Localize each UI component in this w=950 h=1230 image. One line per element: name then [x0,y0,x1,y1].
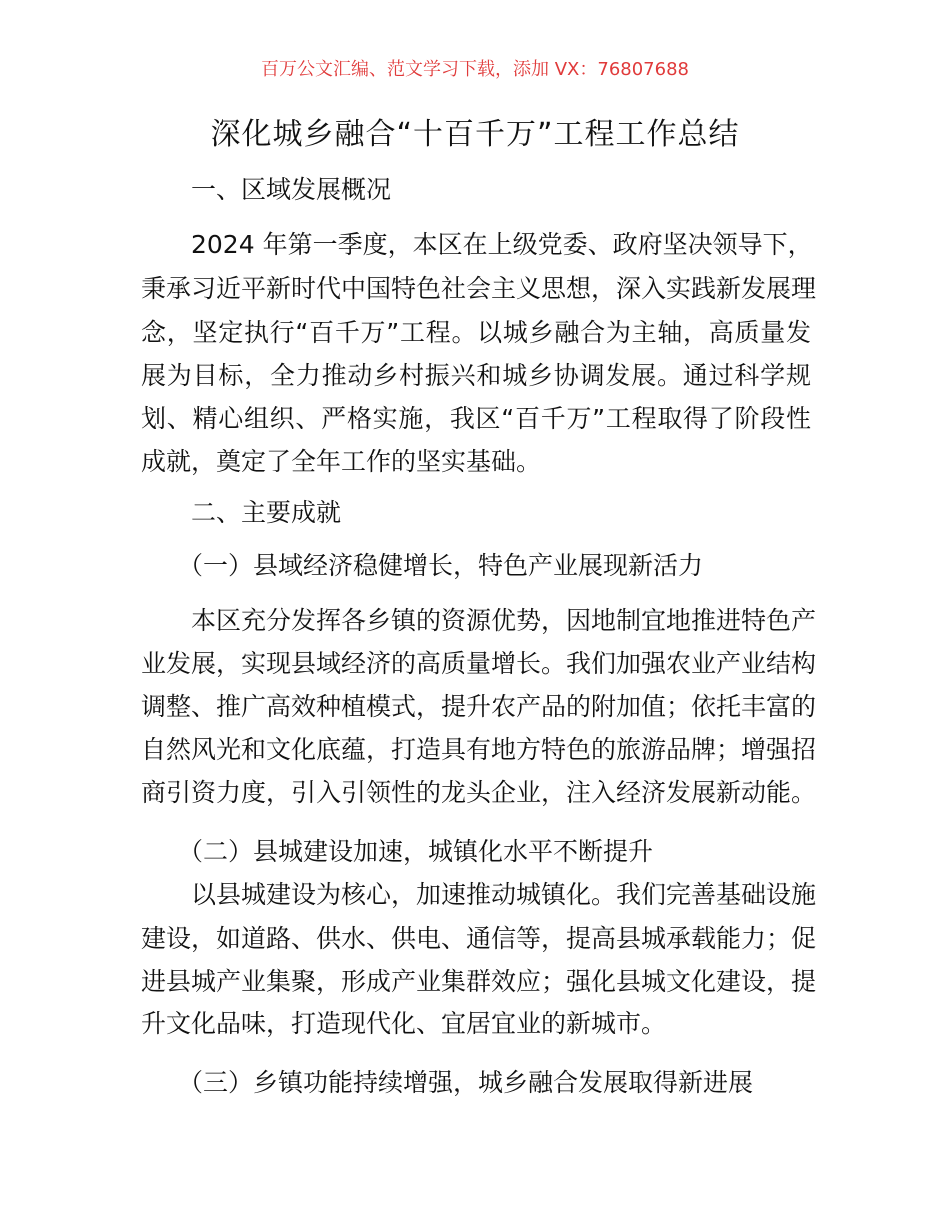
paragraph-line: 调整、推广高效种植模式，提升农产品的附加值；依托丰富的 [141,692,817,721]
paragraph-line: 升文化品味，打造现代化、宜居宜业的新城市。 [141,1009,667,1038]
watermark-banner: 百万公文汇编、范文学习下载，添加 VX：76807688 [261,59,689,80]
paragraph-line: 念，坚定执行“百千万”工程。以城乡融合为主轴，高质量发 [141,318,811,347]
paragraph-line: 2024 年第一季度，本区在上级党委、政府坚决领导下， [191,230,813,259]
paragraph-line: 商引资力度，引入引领性的龙头企业，注入经济发展新动能。 [141,778,817,807]
subsection-heading: （一）县域经济稳健增长，特色产业展现新活力 [178,551,704,580]
document-title: 深化城乡融合“十百千万”工程工作总结 [210,117,740,152]
paragraph-line: 自然风光和文化底蕴，打造具有地方特色的旅游品牌；增强招 [141,735,817,764]
subsection-heading: （三）乡镇功能持续增强，城乡融合发展取得新进展 [178,1068,754,1097]
paragraph-line: 进县城产业集聚，形成产业集群效应；强化县城文化建设，提 [141,967,817,996]
paragraph-line: 本区充分发挥各乡镇的资源优势，因地制宜地推进特色产 [191,606,817,635]
paragraph-line: 建设，如道路、供水、供电、通信等，提高县城承载能力；促 [141,924,817,953]
section-heading: 二、主要成就 [191,498,342,527]
paragraph-line: 以县城建设为核心，加速推动城镇化。我们完善基础设施 [191,880,817,909]
paragraph-line: 展为目标，全力推动乡村振兴和城乡协调发展。通过科学规 [141,361,811,390]
paragraph-line: 划、精心组织、严格实施，我区“百千万”工程取得了阶段性 [141,404,811,433]
paragraph-line: 业发展，实现县域经济的高质量增长。我们加强农业产业结构 [141,649,817,678]
section-heading: 一、区域发展概况 [191,175,392,204]
paragraph-line: 成就，奠定了全年工作的坚实基础。 [141,447,542,476]
paragraph-line: 秉承习近平新时代中国特色社会主义思想，深入实践新发展理 [141,274,817,303]
subsection-heading: （二）县城建设加速，城镇化水平不断提升 [178,837,654,866]
